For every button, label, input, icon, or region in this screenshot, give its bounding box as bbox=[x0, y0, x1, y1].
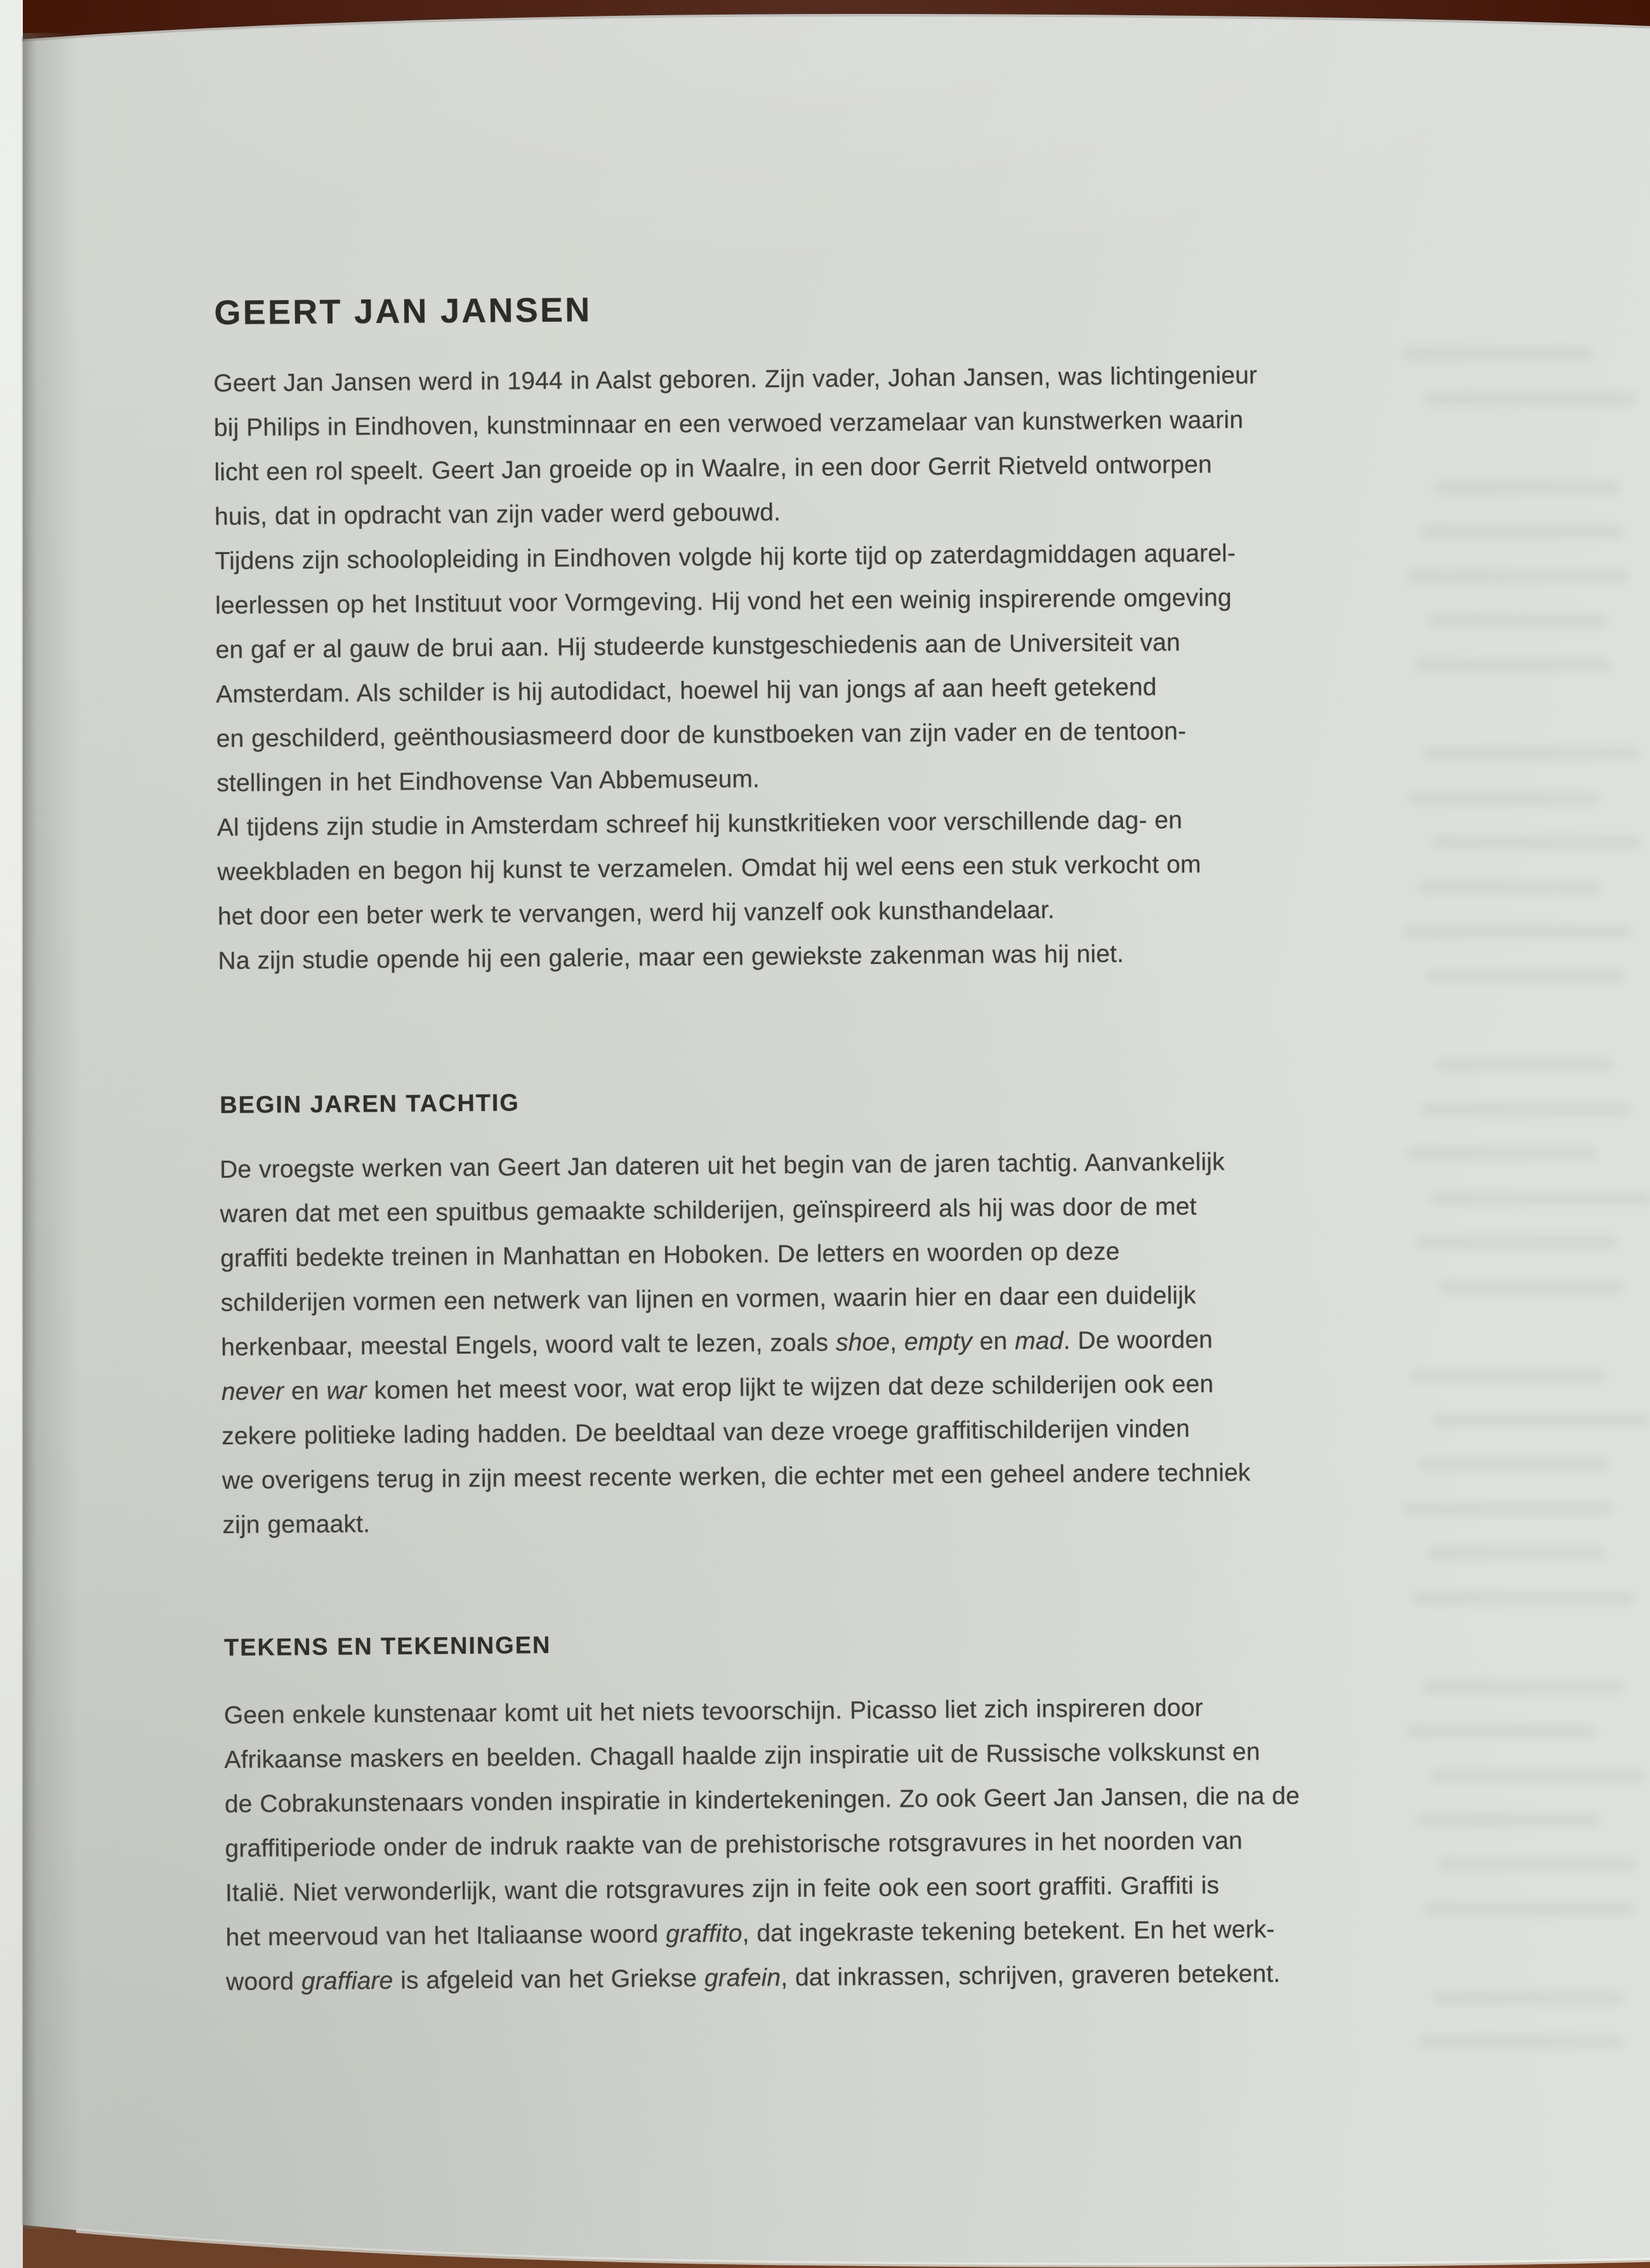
text-line: graffitiperiode onder de indruk raakte van de prehistorische rotsgravures in het noorden van bbox=[225, 1827, 1243, 1863]
text-line: zijn gemaakt. bbox=[222, 1510, 371, 1539]
section-heading-tekens-en-tekeningen: TEKENS EN TEKENINGEN bbox=[223, 1632, 551, 1661]
text-line: Afrikaanse maskers en beelden. Chagall haalde zijn inspiratie uit de Russische volkskunst en bbox=[224, 1738, 1260, 1774]
text-line: en gaf er al gauw de brui aan. Hij studeerde kunstgeschiedenis aan de Universiteit van bbox=[215, 629, 1181, 664]
chapter-title: GEERT JAN JANSEN bbox=[214, 291, 592, 333]
text-line: en geschilderd, geënthousiasmeerd door de kunstboeken van zijn vader en de tentoon- bbox=[216, 718, 1187, 753]
text-line: het door een beter werk te vervangen, werd hij vanzelf ook kunsthandelaar. bbox=[217, 896, 1055, 931]
text-line: never en war komen het meest voor, wat erop lijkt te wijzen dat deze schilderijen ook een bbox=[221, 1370, 1214, 1406]
text-line: waren dat met een spuitbus gemaakte schilderijen, geïnspireerd als hij was door de met bbox=[220, 1192, 1197, 1228]
section-heading-begin-jaren-tachtig: BEGIN JAREN TACHTIG bbox=[220, 1090, 520, 1119]
text-line: de Cobrakunstenaars vonden inspiratie in kindertekeningen. Zo ook Geert Jan Jansen, die na de bbox=[224, 1782, 1300, 1818]
text-line: bij Philips in Eindhoven, kunstminnaar en een verwoed verzamelaar van kunstwerken waarin bbox=[213, 406, 1244, 442]
text-line: De vroegste werken van Geert Jan dateren uit het begin van de jaren tachtig. Aanvankelijk bbox=[219, 1148, 1225, 1183]
text-line: leerlessen op het Instituut voor Vormgeving. Hij vond het een weinig inspirerende omgeving bbox=[214, 584, 1232, 620]
text-line: het meervoud van het Italiaanse woord graffito, dat ingekraste tekening betekent. En het werk- bbox=[225, 1915, 1275, 1951]
text-line: Al tijdens zijn studie in Amsterdam schreef hij kunstkritieken voor verschillende dag- en bbox=[216, 807, 1183, 842]
text-line: Italië. Niet verwonderlijk, want die rotsgravures zijn in feite ook een soort graffiti. Graffiti is bbox=[225, 1871, 1220, 1907]
text-line: schilderijen vormen een netwerk van lijnen en vormen, waarin hier en daar een duidelijk bbox=[220, 1281, 1196, 1317]
paragraph-tekens-en-tekeningen bbox=[224, 1685, 1302, 2005]
text-line: Amsterdam. Als schilder is hij autodidact, hoewel hij van jongs af aan heeft getekend bbox=[216, 673, 1157, 709]
text-line: graffiti bedekte treinen in Manhattan en Hoboken. De letters en woorden op deze bbox=[220, 1237, 1120, 1272]
text-line: weekbladen en begon hij kunst te verzamelen. Omdat hij wel eens een stuk verkocht om bbox=[217, 850, 1201, 887]
text-line: Na zijn studie opende hij een galerie, maar een gewiekste zakenman was hij niet. bbox=[218, 940, 1125, 975]
text-line: woord graffiare is afgeleid van het Griekse grafein, dat inkrassen, schrijven, graveren betekent. bbox=[226, 1960, 1281, 1996]
text-line: Geen enkele kunstenaar komt uit het niets tevoorschijn. Picasso liet zich inspireren door bbox=[223, 1694, 1203, 1729]
text-line: Tijdens zijn schoolopleiding in Eindhoven volgde hij korte tijd op zaterdagmiddagen aquarel- bbox=[214, 539, 1236, 576]
paragraph-biography bbox=[213, 353, 1262, 984]
paragraph-begin-jaren-tachtig bbox=[220, 1140, 1251, 1548]
text-line: Geert Jan Jansen werd in 1944 in Aalst geboren. Zijn vader, Johan Jansen, was lichtingenieur bbox=[213, 362, 1258, 398]
text-line: huis, dat in opdracht van zijn vader werd gebouwd. bbox=[214, 499, 781, 531]
text-line: zekere politieke lading hadden. De beeldtaal van deze vroege graffitischilderijen vinden bbox=[221, 1415, 1191, 1450]
text-line: we overigens terug in zijn meest recente werken, die echter met een geheel andere techniek bbox=[221, 1459, 1251, 1494]
text-line: stellingen in het Eindhovense Van Abbemuseum. bbox=[216, 765, 760, 798]
text-line: licht een rol speelt. Geert Jan groeide op in Waalre, in een door Gerrit Rietveld ontworpen bbox=[214, 451, 1212, 487]
text-line: herkenbaar, meestal Engels, woord valt te lezen, zoals shoe, empty en mad. De woorden bbox=[221, 1326, 1213, 1361]
